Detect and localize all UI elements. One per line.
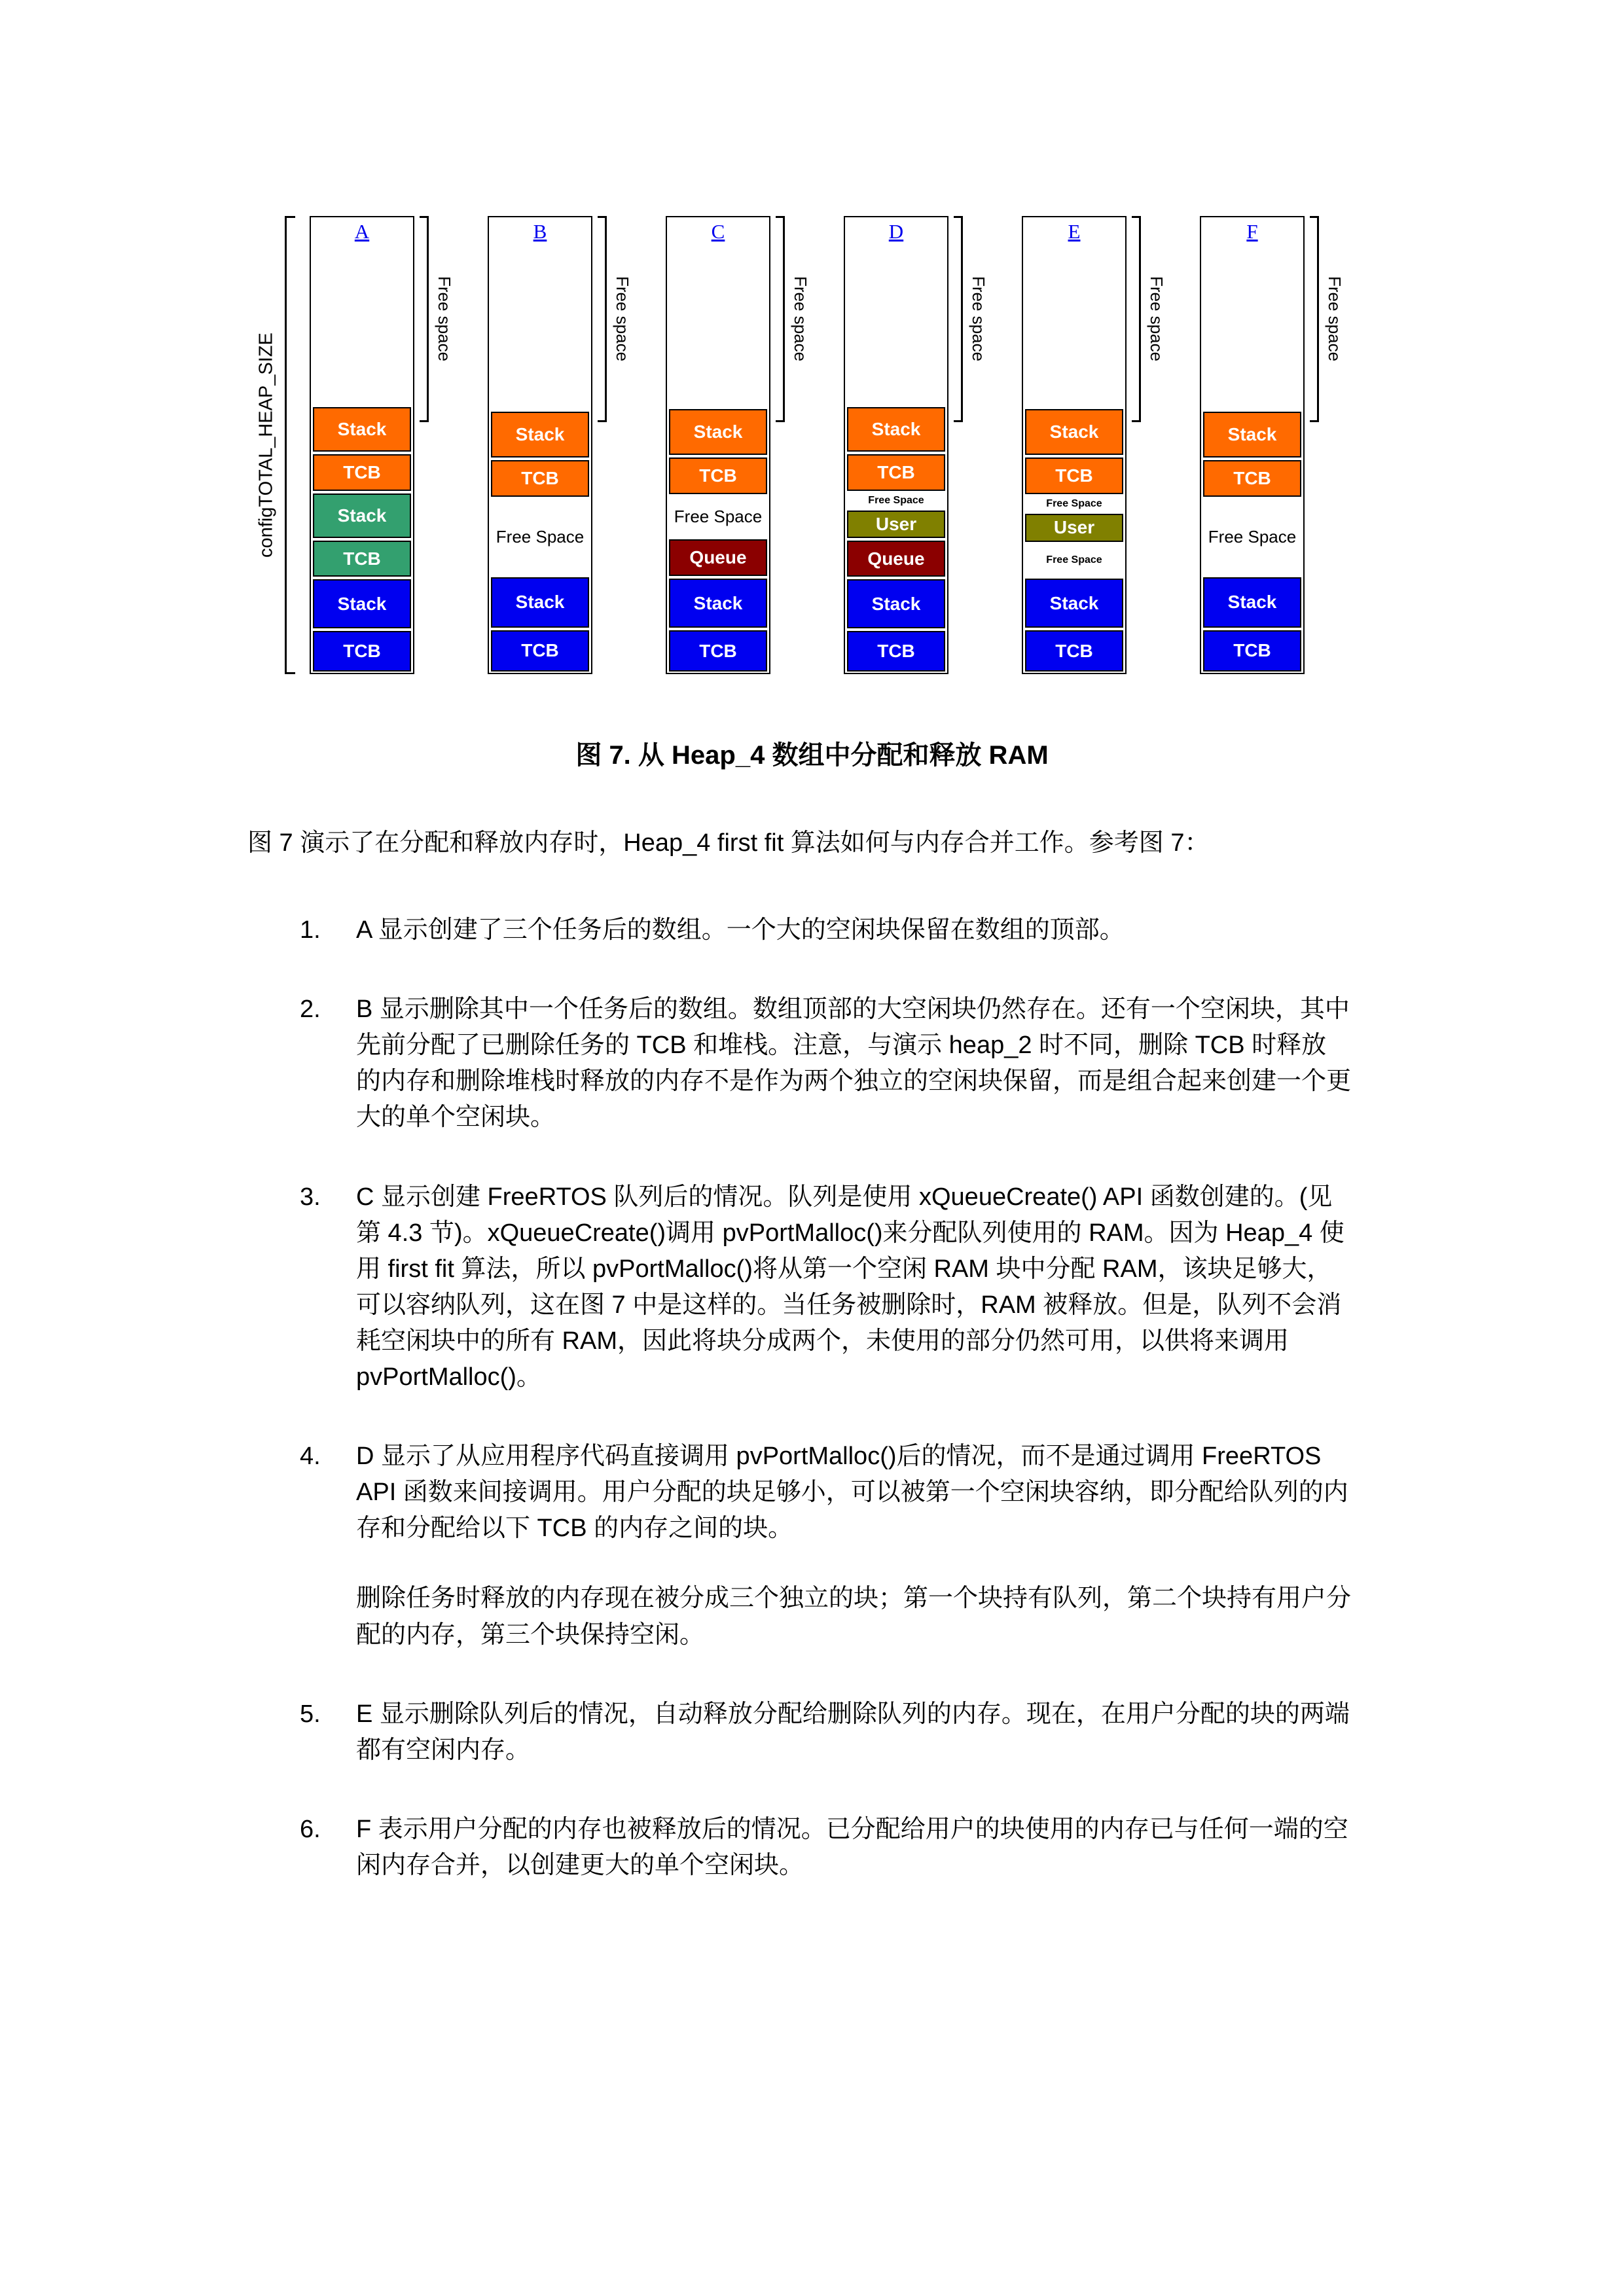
block-user: User [1025, 514, 1123, 542]
free-space-empty [311, 246, 413, 406]
numbered-list [300, 912, 1375, 1884]
list-number: 5. [300, 1700, 321, 1728]
paragraph: E 显示删除队列后的情况，自动释放分配给删除队列的内存。现在，在用户分配的块的两端都有空闲内存。 [356, 1700, 1350, 1764]
block-tcb: TCB [847, 631, 945, 672]
list-number: 1. [300, 916, 321, 944]
block-stack: Stack [1025, 409, 1123, 454]
free-space-bracket-zone [948, 216, 1020, 674]
paragraph: B 显示删除其中一个任务后的数组。数组顶部的大空闲块仍然存在。还有一个空闲块，其中先前分配了已删除任务的 TCB 和堆栈。注意，与演示 heap_2 时不同，删除 TCB 时释放的内存和删除堆栈时释放的内存不是作为两个独立的空闲块保留，而是组合起来创建一个更大的单个空闲块。 [356, 996, 1352, 1132]
free-space-label: Free space [435, 276, 454, 362]
free-space-bracket-zone [592, 216, 664, 674]
heap-array-box-b [488, 216, 592, 674]
block-stack: Stack [847, 407, 945, 452]
paragraph: C 显示创建 FreeRTOS 队列后的情况。队列是使用 xQueueCreate() API 函数创建的。(见第 4.3 节)。xQueueCreate()调用 pvPortMalloc()来分配队列使用的 RAM。因为 Heap_4 使用 first fit 算法，所以 pvPortMalloc()将从第一个空闲 RAM 块中分配 RAM，该块足够大，可以容纳队列，这在图 7 中是这样的。当任务被删除时，RAM 被释放。但是，队列不会消耗空闲块中的所有 RAM，因此将块分成两个，未使用的部分仍然可用，以供将来调用 pvPortMalloc()。 [356, 1183, 1344, 1391]
free-space-empty [845, 246, 947, 406]
list-item-6 [300, 1812, 1375, 1884]
heap-column-d [844, 216, 1022, 674]
free-space-segment: Free Space [496, 527, 585, 547]
block-tcb: TCB [1025, 457, 1123, 494]
list-text [356, 1179, 1351, 1396]
column-letter-a[interactable]: A [354, 220, 370, 243]
column-letter-e[interactable]: E [1068, 220, 1081, 243]
block-stack: Stack [1025, 579, 1123, 628]
list-item-1 [300, 912, 1375, 948]
heap4-figure [0, 0, 1624, 674]
block-tcb: TCB [847, 454, 945, 490]
block-stack: Stack [491, 577, 589, 628]
block-tcb: TCB [313, 631, 411, 672]
free-space-label: Free space [969, 276, 988, 362]
heap-array-box-c [666, 216, 770, 674]
block-user: User [847, 511, 945, 539]
heap-size-axis [252, 216, 295, 674]
free-space-empty [1201, 246, 1303, 410]
block-queue: Queue [847, 541, 945, 577]
list-text [356, 1812, 1351, 1884]
paragraph: D 显示了从应用程序代码直接调用 pvPortMalloc()后的情况，而不是通过调用 FreeRTOS API 函数来间接调用。用户分配的块足够小，可以被第一个空闲块容纳，即分配给队列的内存和分配给以下 TCB 的内存之间的块。 [356, 1443, 1348, 1543]
block-stack: Stack [313, 493, 411, 538]
free-space-bracket [776, 216, 785, 422]
free-space-segment: Free Space [674, 506, 763, 526]
heap-array-box-a [310, 216, 414, 674]
list-number: 6. [300, 1815, 321, 1843]
free-space-empty [667, 246, 769, 408]
block-stack: Stack [669, 579, 767, 628]
block-tcb: TCB [1203, 630, 1301, 672]
list-text [356, 992, 1351, 1136]
heap-array-box-e [1022, 216, 1127, 674]
list-item-3 [300, 1179, 1375, 1396]
block-tcb: TCB [491, 630, 589, 672]
free-space-bracket [598, 216, 607, 422]
free-space-bracket-zone [1305, 216, 1377, 674]
list-number: 2. [300, 996, 321, 1024]
list-item-4 [300, 1439, 1375, 1653]
list-text [356, 1696, 1351, 1768]
block-queue: Queue [669, 539, 767, 576]
block-tcb: TCB [669, 457, 767, 494]
paragraph: A 显示创建了三个任务后的数组。一个大的空闲块保留在数组的顶部。 [356, 916, 1125, 944]
free-space-empty [1023, 246, 1125, 408]
heap-columns [310, 216, 1378, 674]
heap-column-c [666, 216, 844, 674]
heap-size-bracket [285, 216, 295, 674]
figure-caption: 图 7. 从 Heap_4 数组中分配和释放 RAM [575, 741, 1049, 770]
config-total-heap-size-label: configTOTAL_HEAP_SIZE [255, 332, 277, 558]
list-item-2 [300, 992, 1375, 1136]
block-stack: Stack [313, 579, 411, 628]
free-space-label: Free space [1325, 276, 1344, 362]
list-text [356, 912, 1125, 948]
free-space-bracket-zone [770, 216, 842, 674]
heap-column-e [1022, 216, 1200, 674]
block-tcb: TCB [1025, 630, 1123, 672]
heap-column-a [310, 216, 488, 674]
block-stack: Stack [1203, 412, 1301, 457]
list-number: 4. [300, 1443, 321, 1471]
free-space-label: Free space [1147, 276, 1166, 362]
column-letter-c[interactable]: C [711, 220, 725, 243]
column-letter-d[interactable]: D [888, 220, 904, 243]
free-space-segment: Free Space [1208, 527, 1297, 547]
block-stack: Stack [1203, 577, 1301, 628]
block-tcb: TCB [313, 541, 411, 577]
free-space-bracket [954, 216, 963, 422]
heap-array-box-f [1200, 216, 1305, 674]
heap-array-box-d [844, 216, 948, 674]
block-tcb: TCB [313, 454, 411, 490]
block-tcb: TCB [669, 630, 767, 672]
list-text [356, 1439, 1351, 1653]
free-space-label: Free space [791, 276, 810, 362]
column-letter-b[interactable]: B [533, 220, 547, 243]
paragraph: 删除任务时释放的内存现在被分成三个独立的块；第一个块持有队列，第二个块持有用户分配的内存，第三个块保持空闲。 [356, 1585, 1352, 1649]
list-item-5 [300, 1696, 1375, 1768]
block-tcb: TCB [1203, 460, 1301, 497]
column-letter-f[interactable]: F [1246, 220, 1258, 243]
heap-column-b [488, 216, 666, 674]
paragraph: F 表示用户分配的内存也被释放后的情况。已分配给用户的块使用的内存已与任何一端的空闲内存合并，以创建更大的单个空闲块。 [356, 1815, 1348, 1879]
block-stack: Stack [669, 409, 767, 454]
free-space-segment-small: Free Space [1046, 497, 1102, 509]
list-number: 3. [300, 1183, 321, 1211]
free-space-bracket [420, 216, 429, 422]
intro-paragraph: 图 7 演示了在分配和释放内存时，Heap_4 first fit 算法如何与内存合并工作。参考图 7： [247, 829, 1210, 857]
block-stack: Stack [313, 407, 411, 452]
free-space-label: Free space [613, 276, 632, 362]
free-space-bracket-zone [414, 216, 486, 674]
block-tcb: TCB [491, 460, 589, 497]
free-space-bracket [1310, 216, 1319, 422]
block-stack: Stack [847, 579, 945, 628]
free-space-segment-small: Free Space [1046, 554, 1102, 565]
free-space-bracket-zone [1127, 216, 1199, 674]
block-stack: Stack [491, 412, 589, 457]
heap-column-f [1200, 216, 1378, 674]
free-space-empty [489, 246, 591, 410]
free-space-bracket [1132, 216, 1141, 422]
free-space-segment-small: Free Space [868, 494, 924, 506]
